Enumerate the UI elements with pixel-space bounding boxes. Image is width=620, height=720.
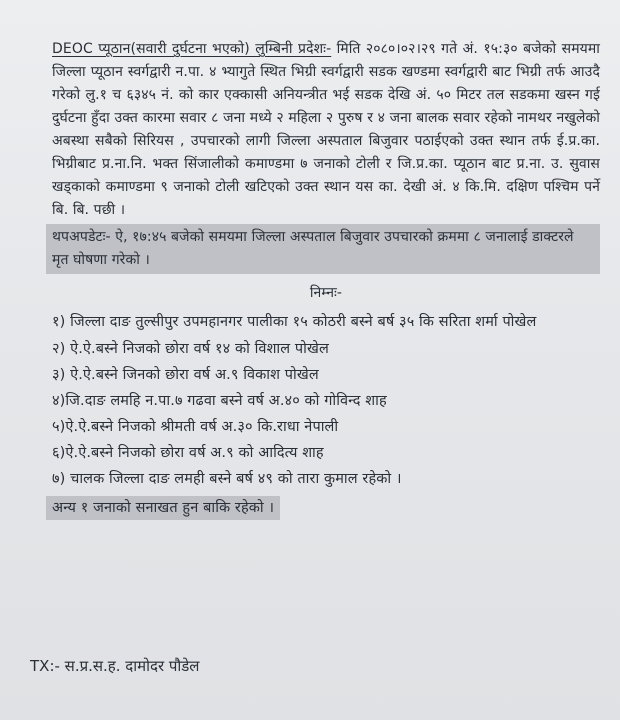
list-item: ४)जि.दाङ लमहि न.पा.७ गढवा बस्ने वर्ष अ.४० को गोविन्द शाह xyxy=(52,393,387,409)
report-body xyxy=(52,38,600,524)
list-item: ५)ऐ.ऐ.बस्ने निजको श्रीमती वर्ष अ.३० कि.राधा नेपाली xyxy=(52,419,339,435)
lead-paragraph xyxy=(52,38,600,222)
list-item: १) जिल्ला दाङ तुल्सीपुर उपमहानगर पालीका १५ कोठरी बस्ने बर्ष ३५ कि सरिता शर्मा पोखेल xyxy=(52,314,537,330)
deceased-list xyxy=(52,311,600,490)
list-item: ७) चालक जिल्ला दाङ लमही बस्ने बर्ष ४९ को तारा कुमाल रहेको । xyxy=(52,471,402,487)
list-item: २) ऐ.ऐ.बस्ने निजको छोरा वर्ष १४ को विशाल पोखेल xyxy=(52,341,329,357)
list-item: ६)ऐ.ऐ.बस्ने निजको छोरा वर्ष अ.९ को आदित्य शाह xyxy=(52,445,324,461)
report-heading: DEOC प्यूठान(सवारी दुर्घटना भएको) लुम्बिनी प्रदेशः- xyxy=(52,41,332,57)
remaining-note: अन्य १ जनाको सनाखत हुन बाकि रहेको । xyxy=(46,496,280,520)
list-item: ३) ऐ.ऐ.बस्ने जिनको छोरा वर्ष अ.९ विकाश पोखेल xyxy=(52,367,319,383)
list-title: निम्नः- xyxy=(309,285,343,301)
lead-text: मिति २०८०।०२।२९ गते अं. १५:३० बजेको समयमा जिल्ला प्यूठान स्वर्गद्वारी न.पा. ४ भ्यागुते स्थित भिग्री स्वर्गद्वारी सडक खण्डमा स्वर्गद्वारी बाट भिग्री तर्फ आउदै गरेको लु.१ च ६३४५ नं. को कार एक्कासी अनियन्त्रीत भई सडक देखि अं. ५० मिटर तल सडकमा खस्न गई दुर्घटना हुँदा उक्त कारमा सवार ८ जना मध्ये २ महिला २ पुरुष र ४ जना बालक सवार रहेको नामथर नखुलेको अबस्था सबैको सिरियस , उपचारको लागी जिल्ला अस्पताल बिजुवार पठाईएको उक्त स्थान तर्फ ई.प्र.का. भिग्रीबाट प्र.ना.नि. भक्त सिंजालीको कमाण्डमा ७ जनाको टोली र जि.प्र.का. प्यूठान बाट प्र.ना. उ. सुवास खड्काको कमाण्डमा ९ जनाको टोली खटिएको उक्त स्थान यस का. देखी अं. ४ कि.मि. दक्षिण पश्चिम पर्ने बि. बि. पछी । xyxy=(52,41,600,218)
update-paragraph: थपअपडेटः- ऐ, १७:४५ बजेको समयमा जिल्ला अस्पताल बिजुवार उपचारको क्रममा ८ जनालाई डाक्टरले मृत घोषणा गरेको । xyxy=(46,224,600,274)
tx-signature-line: TX:- स.प्र.स.ह. दामोदर पौडेल xyxy=(30,657,200,675)
